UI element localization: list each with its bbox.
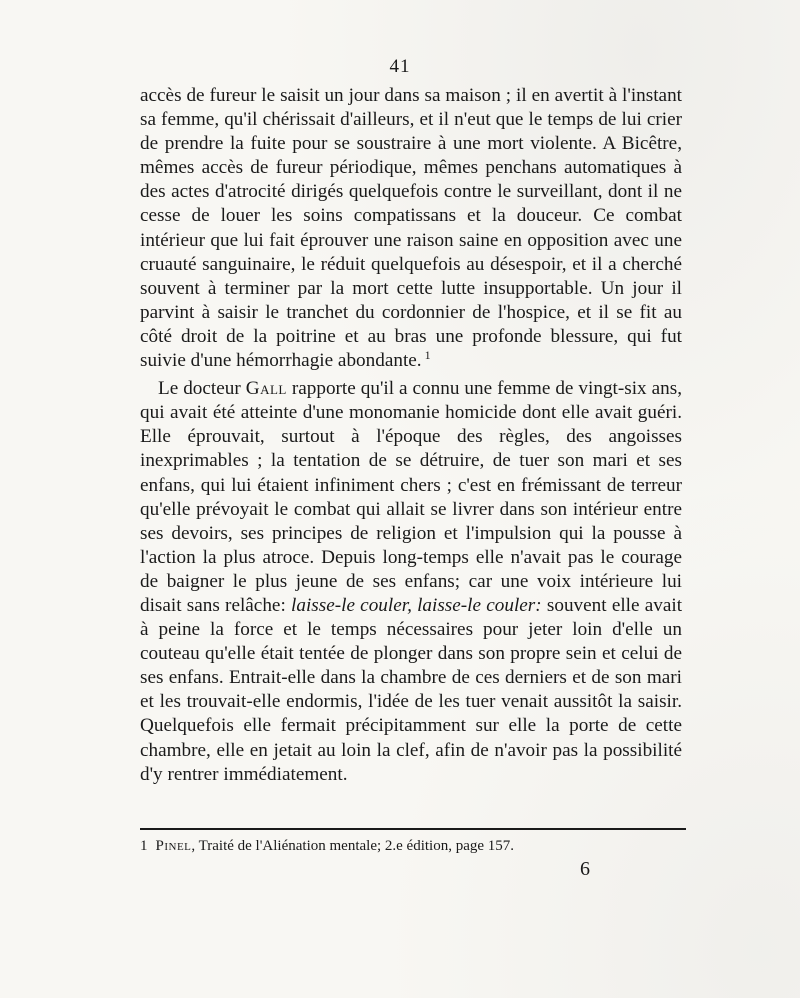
footnote — [140, 836, 686, 856]
footnote-divider — [140, 828, 686, 830]
signature-mark: 6 — [580, 858, 590, 880]
page-number: 41 — [389, 56, 411, 77]
footnote-text: , Traité de l'Aliénation mentale; 2.e édition, page 157. — [191, 838, 515, 854]
paragraph-2-lead: Le docteur — [158, 378, 241, 400]
footnote-number: 1 — [140, 838, 148, 854]
author-name-gall: Gall — [245, 378, 287, 400]
quoted-voice: laisse-le couler, laisse-le couler: — [291, 594, 542, 616]
paragraph-2 — [140, 377, 682, 787]
footnote-author: Pinel — [155, 838, 192, 854]
paragraph-1-text: accès de fureur le saisit un jour dans sa maison ; il en avertit à l'instant sa femme, qu'il chérissait d'ailleurs, et il n'eut que le temps de lui crier de prendre la fuite pour se soustraire à une mort violente. A Bicêtre, mêmes accès de fureur périodique, mêmes penchans automatiques à des actes d'atrocité dirigés quelquefois contre le surveillant, dont il ne cesse de louer les soins compatissans et la douceur. Ce combat intérieur que lui fait éprouver une raison saine en opposition avec une cruauté sanguinaire, le réduit quelquefois au désespoir, et il a cherché souvent à terminer par la mort cette lutte insupportable. Un jour il parvint à saisir le tranchet du cordonnier de l'hospice, et il se fit au côté droit de la poitrine et au bras une profonde blessure, qui fut suivie d'une hémorrhagie abondante. — [140, 85, 682, 372]
paragraph-2-text-a: rapporte qu'il a connu une femme de vingt-six ans, qui avait été atteinte d'une monomanie homicide dont elle avait guéri. Elle éprouvait, surtout à l'époque des règles, des angoisses inexprimables ; la tentation de se détruire, de tuer son mari et ses enfans, qui lui étaient infiniment chers ; c'est en frémissant de terreur qu'elle prévoyait le combat qui allait se livrer dans son intérieur entre ses devoirs, ses principes de religion et l'impulsion qui la pousse à l'action la plus atroce. Depuis long-temps elle n'avait pas le courage de baigner le plus jeune de ses enfans; car une voix intérieure lui disait sans relâche: — [140, 378, 682, 616]
body-text — [140, 84, 682, 787]
footnote-reference: 1 — [424, 347, 431, 362]
paragraph-1 — [140, 84, 682, 373]
paragraph-2-text-b: souvent elle avait à peine la force et le temps nécessaires pour jeter loin d'elle un couteau qu'elle était tentée de plonger dans son propre sein et celui de ses enfans. Entrait-elle dans la chambre de ces derniers et de son mari et les trouvait-elle endormis, l'idée de les tuer venait aussitôt la saisir. Quelquefois elle fermait précipitamment sur elle la porte de cette chambre, elle en jetait au loin la clef, afin de n'avoir pas la possibilité d'y rentrer immédiatement. — [140, 594, 683, 785]
